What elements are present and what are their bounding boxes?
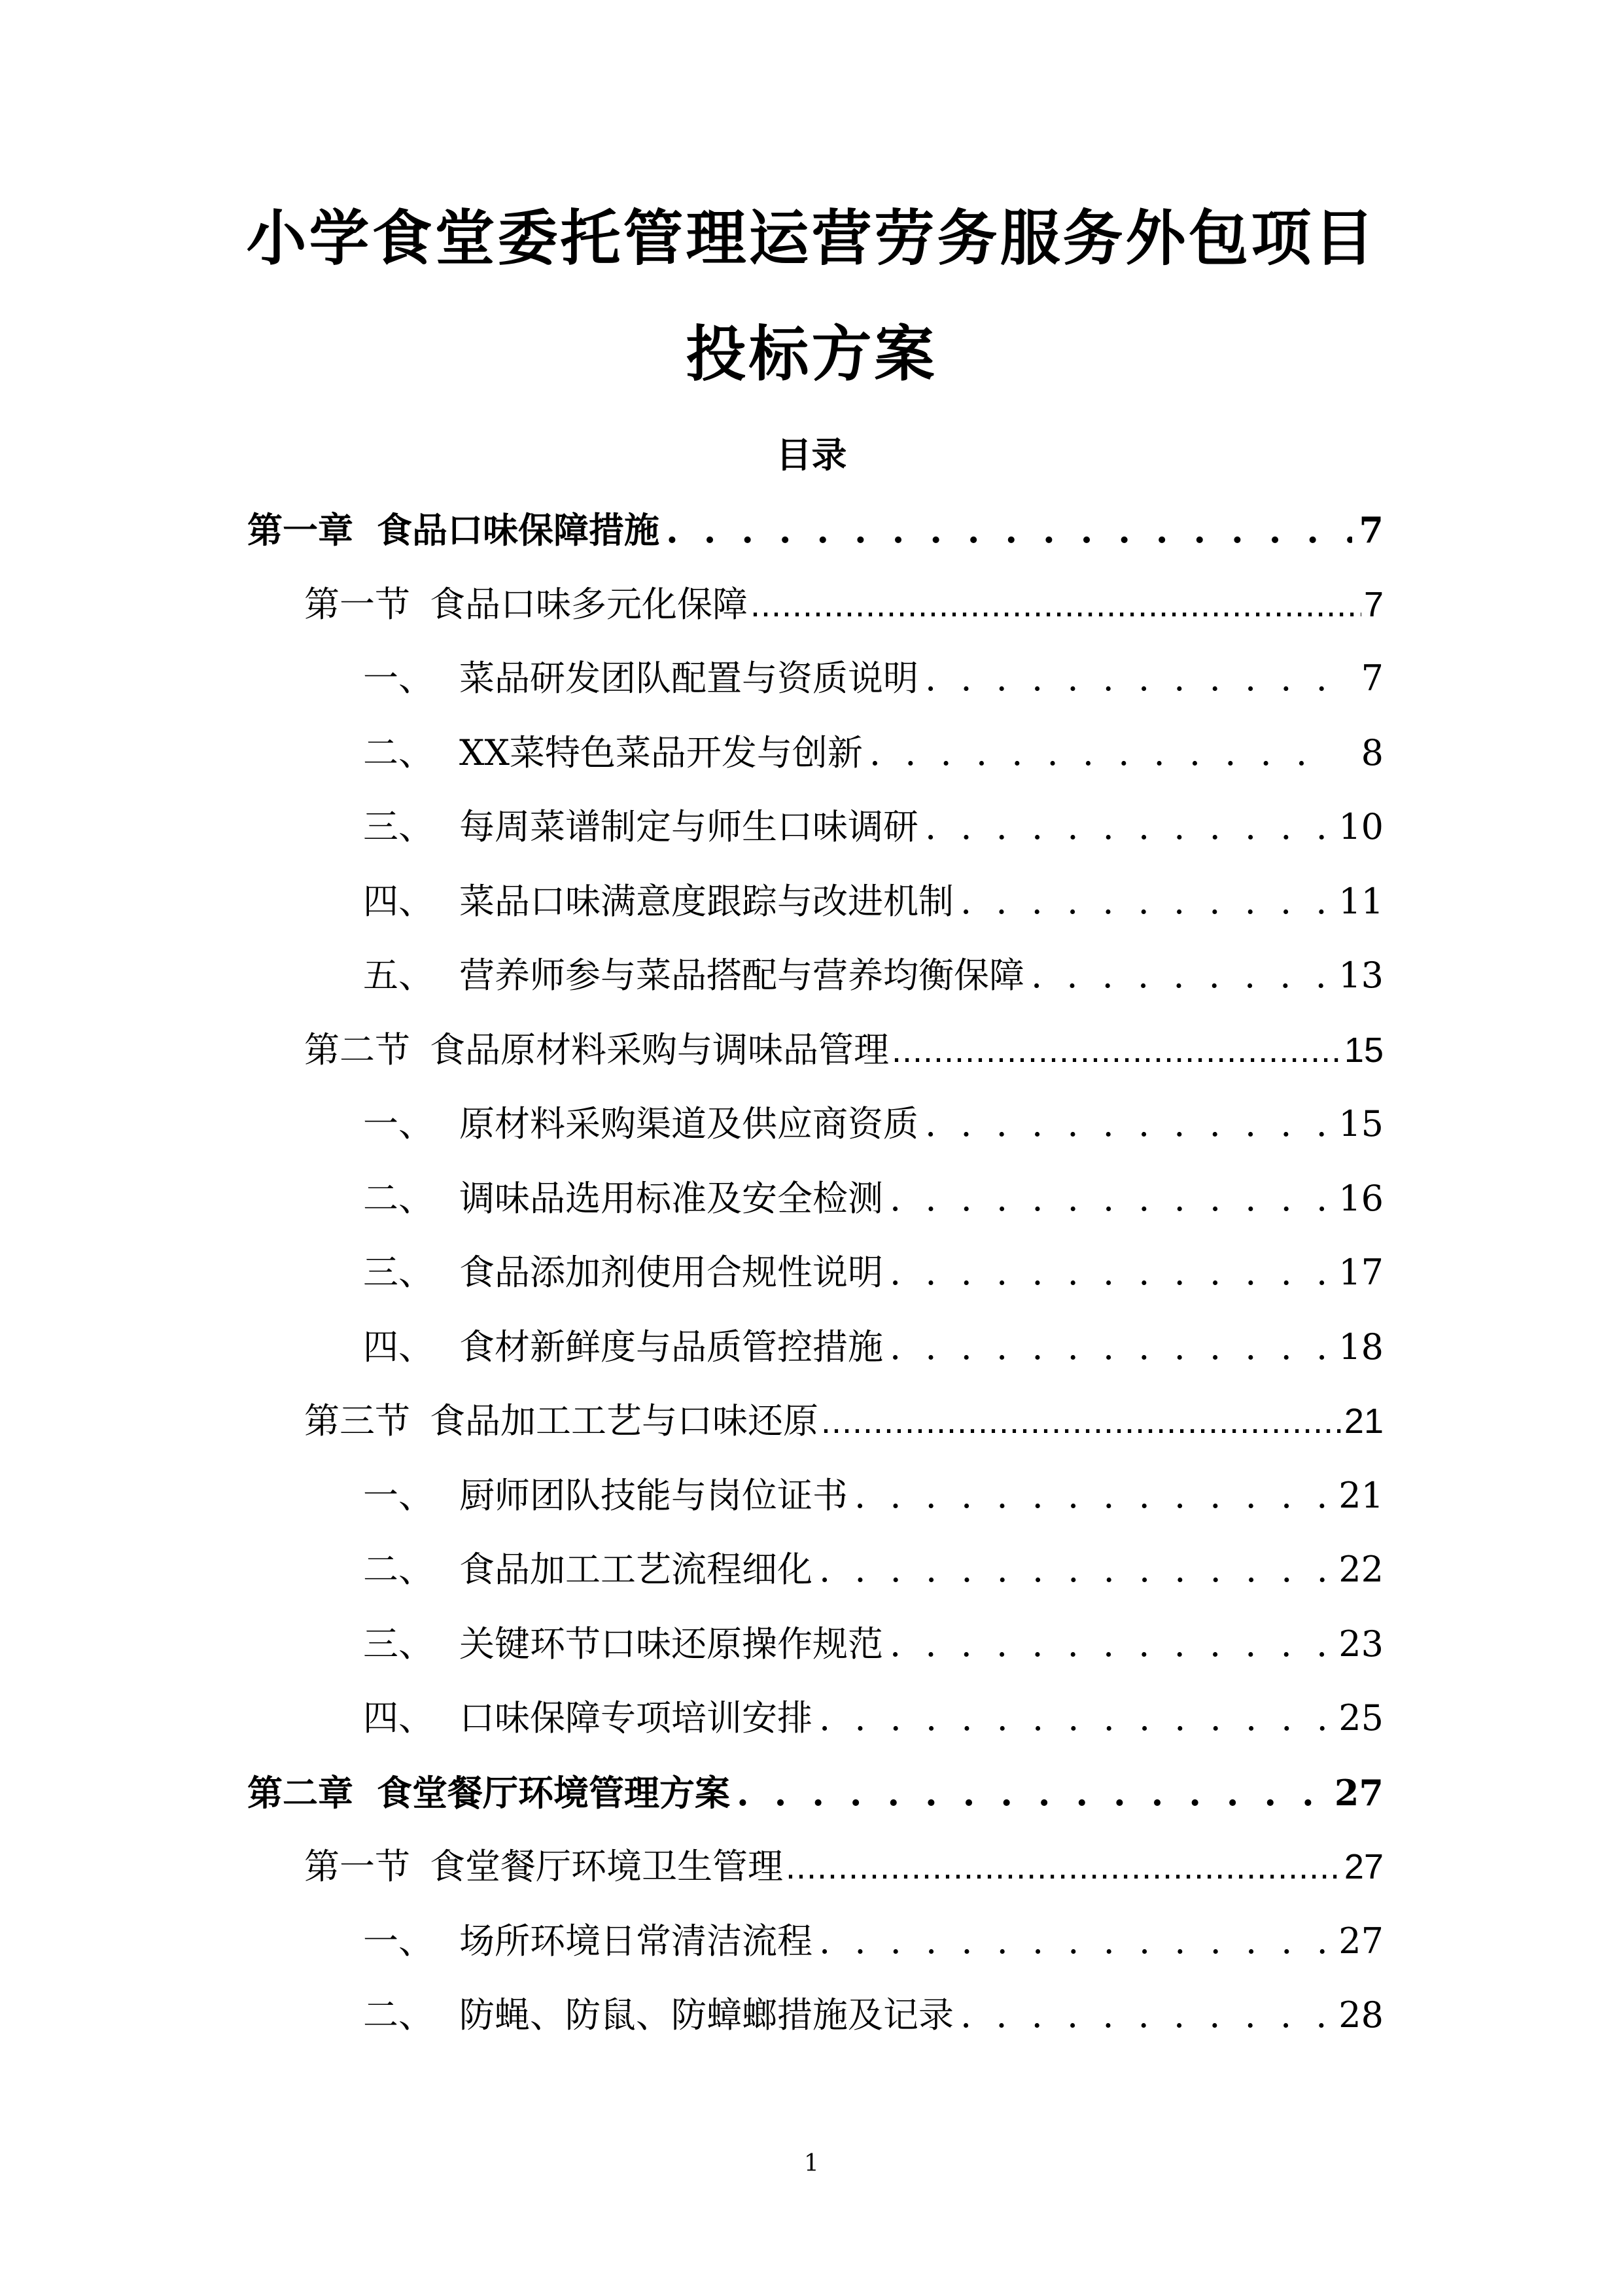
toc-entry-page: 8: [1361, 732, 1384, 773]
toc-dot-leader: [750, 582, 1361, 627]
toc-dot-leader: [869, 730, 1331, 776]
toc-entry-title: 厨师团队技能与岗位证书: [459, 1475, 848, 1516]
toc-entry-item[interactable]: [363, 1101, 1384, 1147]
toc-dot-leader: [819, 1695, 1331, 1741]
toc-entry-chapter[interactable]: [247, 507, 1384, 553]
toc-entry-item[interactable]: [363, 804, 1384, 850]
toc-dot-leader: [960, 1992, 1331, 2038]
toc-entry-section[interactable]: [304, 1398, 1384, 1444]
toc-entry-page: 13: [1338, 955, 1384, 996]
toc-entry-number: 二、: [363, 1994, 434, 2036]
toc-dot-leader: [819, 1547, 1331, 1593]
toc-entry-page: 27: [1344, 1847, 1384, 1886]
toc-entry-number: 二、: [363, 1549, 434, 1590]
toc-dot-leader: [821, 1398, 1342, 1444]
toc-dot-leader: [819, 1918, 1331, 1964]
toc-dot-leader: [666, 507, 1352, 553]
toc-entry-item[interactable]: [363, 1250, 1384, 1296]
toc-entry-number: 第二节: [304, 1029, 410, 1070]
toc-entry-item[interactable]: [363, 1695, 1384, 1741]
toc-entry-title: 食堂餐厅环境管理方案: [377, 1772, 730, 1814]
toc-dot-leader: [854, 1473, 1331, 1519]
toc-entry-page: 11: [1338, 881, 1384, 922]
toc-entry-page: 27: [1334, 1772, 1384, 1814]
toc-entry-title: 原材料采购渠道及供应商资质: [459, 1103, 918, 1144]
toc-entry-number: 二、: [363, 732, 434, 773]
toc-entry-number: 四、: [363, 1697, 434, 1739]
toc-dot-leader: [925, 804, 1331, 850]
toc-entry-page: 23: [1338, 1623, 1384, 1665]
toc-entry-title: 菜品研发团队配置与资质说明: [459, 658, 918, 699]
toc-entry-title: 场所环境日常清洁流程: [459, 1920, 812, 1962]
toc-entry-number: 第一节: [304, 1846, 410, 1887]
toc-entry-number: 一、: [363, 1920, 434, 1962]
toc-entry-number: 四、: [363, 881, 434, 922]
toc-dot-leader: [1031, 953, 1331, 998]
toc-entry-item[interactable]: [363, 1547, 1384, 1593]
toc-entry-title: 食品添加剂使用合规性说明: [459, 1252, 883, 1293]
toc-entry-number: 三、: [363, 1252, 434, 1293]
toc-entry-item[interactable]: [363, 1176, 1384, 1222]
toc-entry-section[interactable]: [304, 582, 1384, 627]
toc-entry-page: 25: [1338, 1697, 1384, 1739]
toc-dot-leader: [890, 1621, 1331, 1667]
document-title-line-2: 投标方案: [686, 319, 937, 389]
toc-entry-number: 一、: [363, 1475, 434, 1516]
document-title-line-1: 小学食堂委托管理运营劳务服务外包项目: [246, 203, 1377, 274]
toc-entry-number: 三、: [363, 1623, 434, 1665]
toc-entry-number: 第三节: [304, 1400, 410, 1441]
toc-entry-number: 五、: [363, 955, 434, 996]
toc-entry-title: 营养师参与菜品搭配与营养均衡保障: [459, 955, 1024, 996]
toc-entry-page: 10: [1338, 806, 1384, 847]
page-number: 1: [804, 2150, 819, 2177]
toc-dot-leader: [925, 1101, 1331, 1147]
toc-entry-page: 28: [1338, 1994, 1384, 2036]
toc-entry-title: 食品加工工艺流程细化: [459, 1549, 812, 1590]
toc-entry-item[interactable]: [363, 730, 1384, 776]
toc-entry-item[interactable]: [363, 953, 1384, 998]
toc-dot-leader: [925, 656, 1331, 701]
toc-entry-number: 三、: [363, 806, 434, 847]
toc-heading: 目录: [776, 434, 847, 476]
toc-entry-page: 16: [1338, 1178, 1384, 1219]
toc-entry-title: 每周菜谱制定与师生口味调研: [459, 806, 918, 847]
toc-dot-leader: [890, 1250, 1331, 1296]
toc-entry-section[interactable]: [304, 1027, 1384, 1073]
toc-entry-chapter[interactable]: [247, 1770, 1384, 1816]
toc-entry-number: 四、: [363, 1326, 434, 1368]
toc-entry-title: 食品原材料采购与调味品管理: [430, 1029, 889, 1070]
toc-entry-page: 7: [1361, 658, 1384, 699]
toc-entry-page: 15: [1338, 1103, 1384, 1144]
toc-entry-page: 21: [1338, 1475, 1384, 1516]
toc-entry-item[interactable]: [363, 1992, 1384, 2038]
toc-dot-leader: [786, 1844, 1342, 1890]
toc-dot-leader: [737, 1770, 1328, 1816]
toc-entry-page: 27: [1338, 1920, 1384, 1962]
toc-entry-title: 关键环节口味还原操作规范: [459, 1623, 883, 1665]
toc-entry-item[interactable]: [363, 1324, 1384, 1370]
toc-entry-page: 18: [1338, 1326, 1384, 1368]
toc-entry-title: 食品口味多元化保障: [430, 584, 748, 625]
toc-entry-number: 第二章: [247, 1772, 353, 1814]
toc-entry-title: 食堂餐厅环境卫生管理: [430, 1846, 783, 1887]
toc-entry-title: 食材新鲜度与品质管控措施: [459, 1326, 883, 1368]
toc-entry-item[interactable]: [363, 1473, 1384, 1519]
toc-entry-title: XX菜特色菜品开发与创新: [459, 732, 863, 773]
toc-entry-page: 22: [1338, 1549, 1384, 1590]
toc-dot-leader: [890, 1176, 1331, 1222]
toc-entry-section[interactable]: [304, 1844, 1384, 1890]
toc-entry-number: 第一节: [304, 584, 410, 625]
toc-entry-number: 一、: [363, 658, 434, 699]
toc-entry-page: 21: [1344, 1402, 1384, 1441]
toc-dot-leader: [960, 879, 1331, 925]
toc-entry-title: 调味品选用标准及安全检测: [459, 1178, 883, 1219]
toc-entry-title: 防蝇、防鼠、防蟑螂措施及记录: [459, 1994, 954, 2036]
toc-entry-page: 15: [1344, 1031, 1384, 1070]
toc-entry-item[interactable]: [363, 656, 1384, 701]
toc-entry-title: 口味保障专项培训安排: [459, 1697, 812, 1739]
toc-entry-page: 7: [1363, 585, 1384, 624]
toc-entry-number: 一、: [363, 1103, 434, 1144]
toc-entry-page: 17: [1338, 1252, 1384, 1293]
toc-entry-title: 菜品口味满意度跟踪与改进机制: [459, 881, 954, 922]
toc-entry-page: 7: [1359, 509, 1384, 551]
toc-entry-number: 第一章: [247, 509, 353, 551]
toc-entry-item[interactable]: [363, 1918, 1384, 1964]
toc-entry-title: 食品口味保障措施: [377, 509, 659, 551]
toc-entry-item[interactable]: [363, 879, 1384, 925]
toc-dot-leader: [890, 1324, 1331, 1370]
toc-entry-number: 二、: [363, 1178, 434, 1219]
toc-entry-title: 食品加工工艺与口味还原: [430, 1400, 818, 1441]
toc-dot-leader: [892, 1027, 1342, 1073]
toc-entry-item[interactable]: [363, 1621, 1384, 1667]
